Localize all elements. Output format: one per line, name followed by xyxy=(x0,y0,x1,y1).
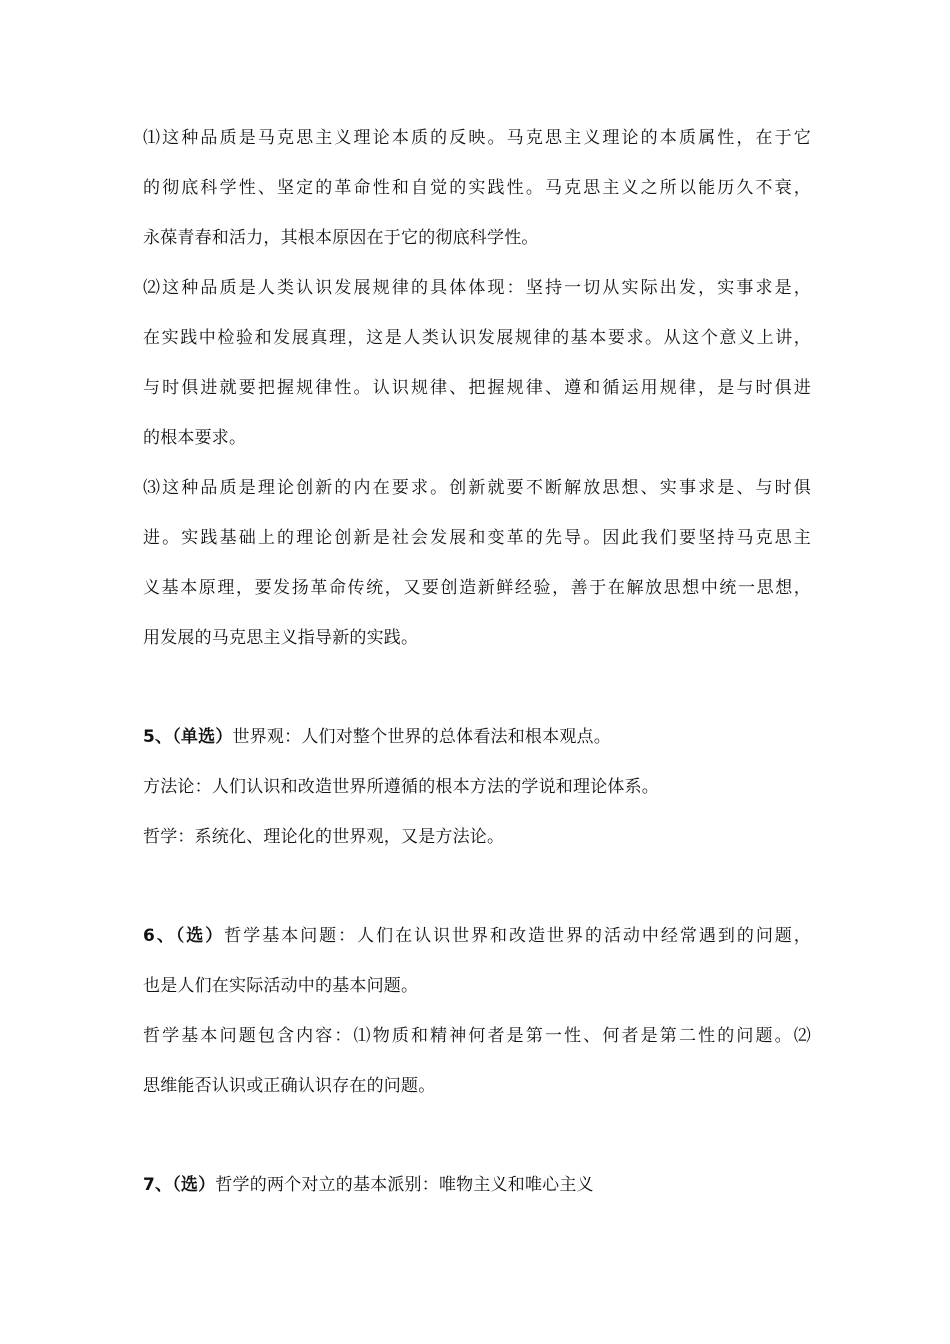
text-line: 哲学：系统化、理论化的世界观，又是方法论。 xyxy=(143,827,505,847)
text-line: 方法论：人们认识和改造世界所遵循的根本方法的学说和理论体系。 xyxy=(143,777,659,797)
text-line: ⑶这种品质是理论创新的内在要求。创新就要不断解放思想、实事求是、与时俱 xyxy=(143,478,811,498)
text-line: 的根本要求。 xyxy=(143,428,247,448)
text-line: ⑴这种品质是马克思主义理论本质的反映。马克思主义理论的本质属性，在于它 xyxy=(143,128,811,148)
paragraph-3 xyxy=(143,468,811,668)
section-spacer xyxy=(143,668,811,717)
text-line: 用发展的马克思主义指导新的实践。 xyxy=(143,628,419,648)
section-spacer xyxy=(143,867,811,916)
document-page xyxy=(143,118,811,1215)
text-line: 永葆青春和活力，其根本原因在于它的彻底科学性。 xyxy=(143,228,539,248)
question-line xyxy=(143,717,811,767)
text-line: ⑵这种品质是人类认识发展规律的具体体现：坚持一切从实际出发，实事求是， xyxy=(143,278,811,298)
question-5 xyxy=(143,717,811,867)
text-line: 思维能否认识或正确认识存在的问题。 xyxy=(143,1076,436,1096)
text-line: 与时俱进就要把握规律性。认识规律、把握规律、遵和循运用规律，是与时俱进 xyxy=(143,378,811,398)
text-line: 进。实践基础上的理论创新是社会发展和变革的先导。因此我们要坚持马克思主 xyxy=(143,528,811,548)
text-line: 也是人们在实际活动中的基本问题。 xyxy=(143,976,419,996)
question-line xyxy=(143,916,811,966)
text-line: 哲学基本问题包含内容：⑴物质和精神何者是第一性、何者是第二性的问题。⑵ xyxy=(143,1026,811,1046)
question-number: 5、（单选） xyxy=(143,727,233,747)
text-line: 在实践中检验和发展真理，这是人类认识发展规律的基本要求。从这个意义上讲， xyxy=(143,328,811,348)
question-text: 哲学基本问题：人们在认识世界和改造世界的活动中经常遇到的问题， xyxy=(224,926,811,946)
text-line: 义基本原理，要发扬革命传统，又要创造新鲜经验，善于在解放思想中统一思想， xyxy=(143,578,811,598)
question-number: 7、（选） xyxy=(143,1175,216,1195)
section-spacer xyxy=(143,1116,811,1165)
question-text: 哲学的两个对立的基本派别：唯物主义和唯心主义 xyxy=(215,1175,594,1195)
question-7 xyxy=(143,1165,811,1215)
question-6 xyxy=(143,916,811,1116)
paragraph-1 xyxy=(143,118,811,268)
paragraph-2 xyxy=(143,268,811,468)
question-line xyxy=(143,1165,811,1215)
question-text: 世界观：人们对整个世界的总体看法和根本观点。 xyxy=(232,727,611,747)
text-line: 的彻底科学性、坚定的革命性和自觉的实践性。马克思主义之所以能历久不衰， xyxy=(143,178,811,198)
question-number: 6、（选） xyxy=(143,926,225,946)
